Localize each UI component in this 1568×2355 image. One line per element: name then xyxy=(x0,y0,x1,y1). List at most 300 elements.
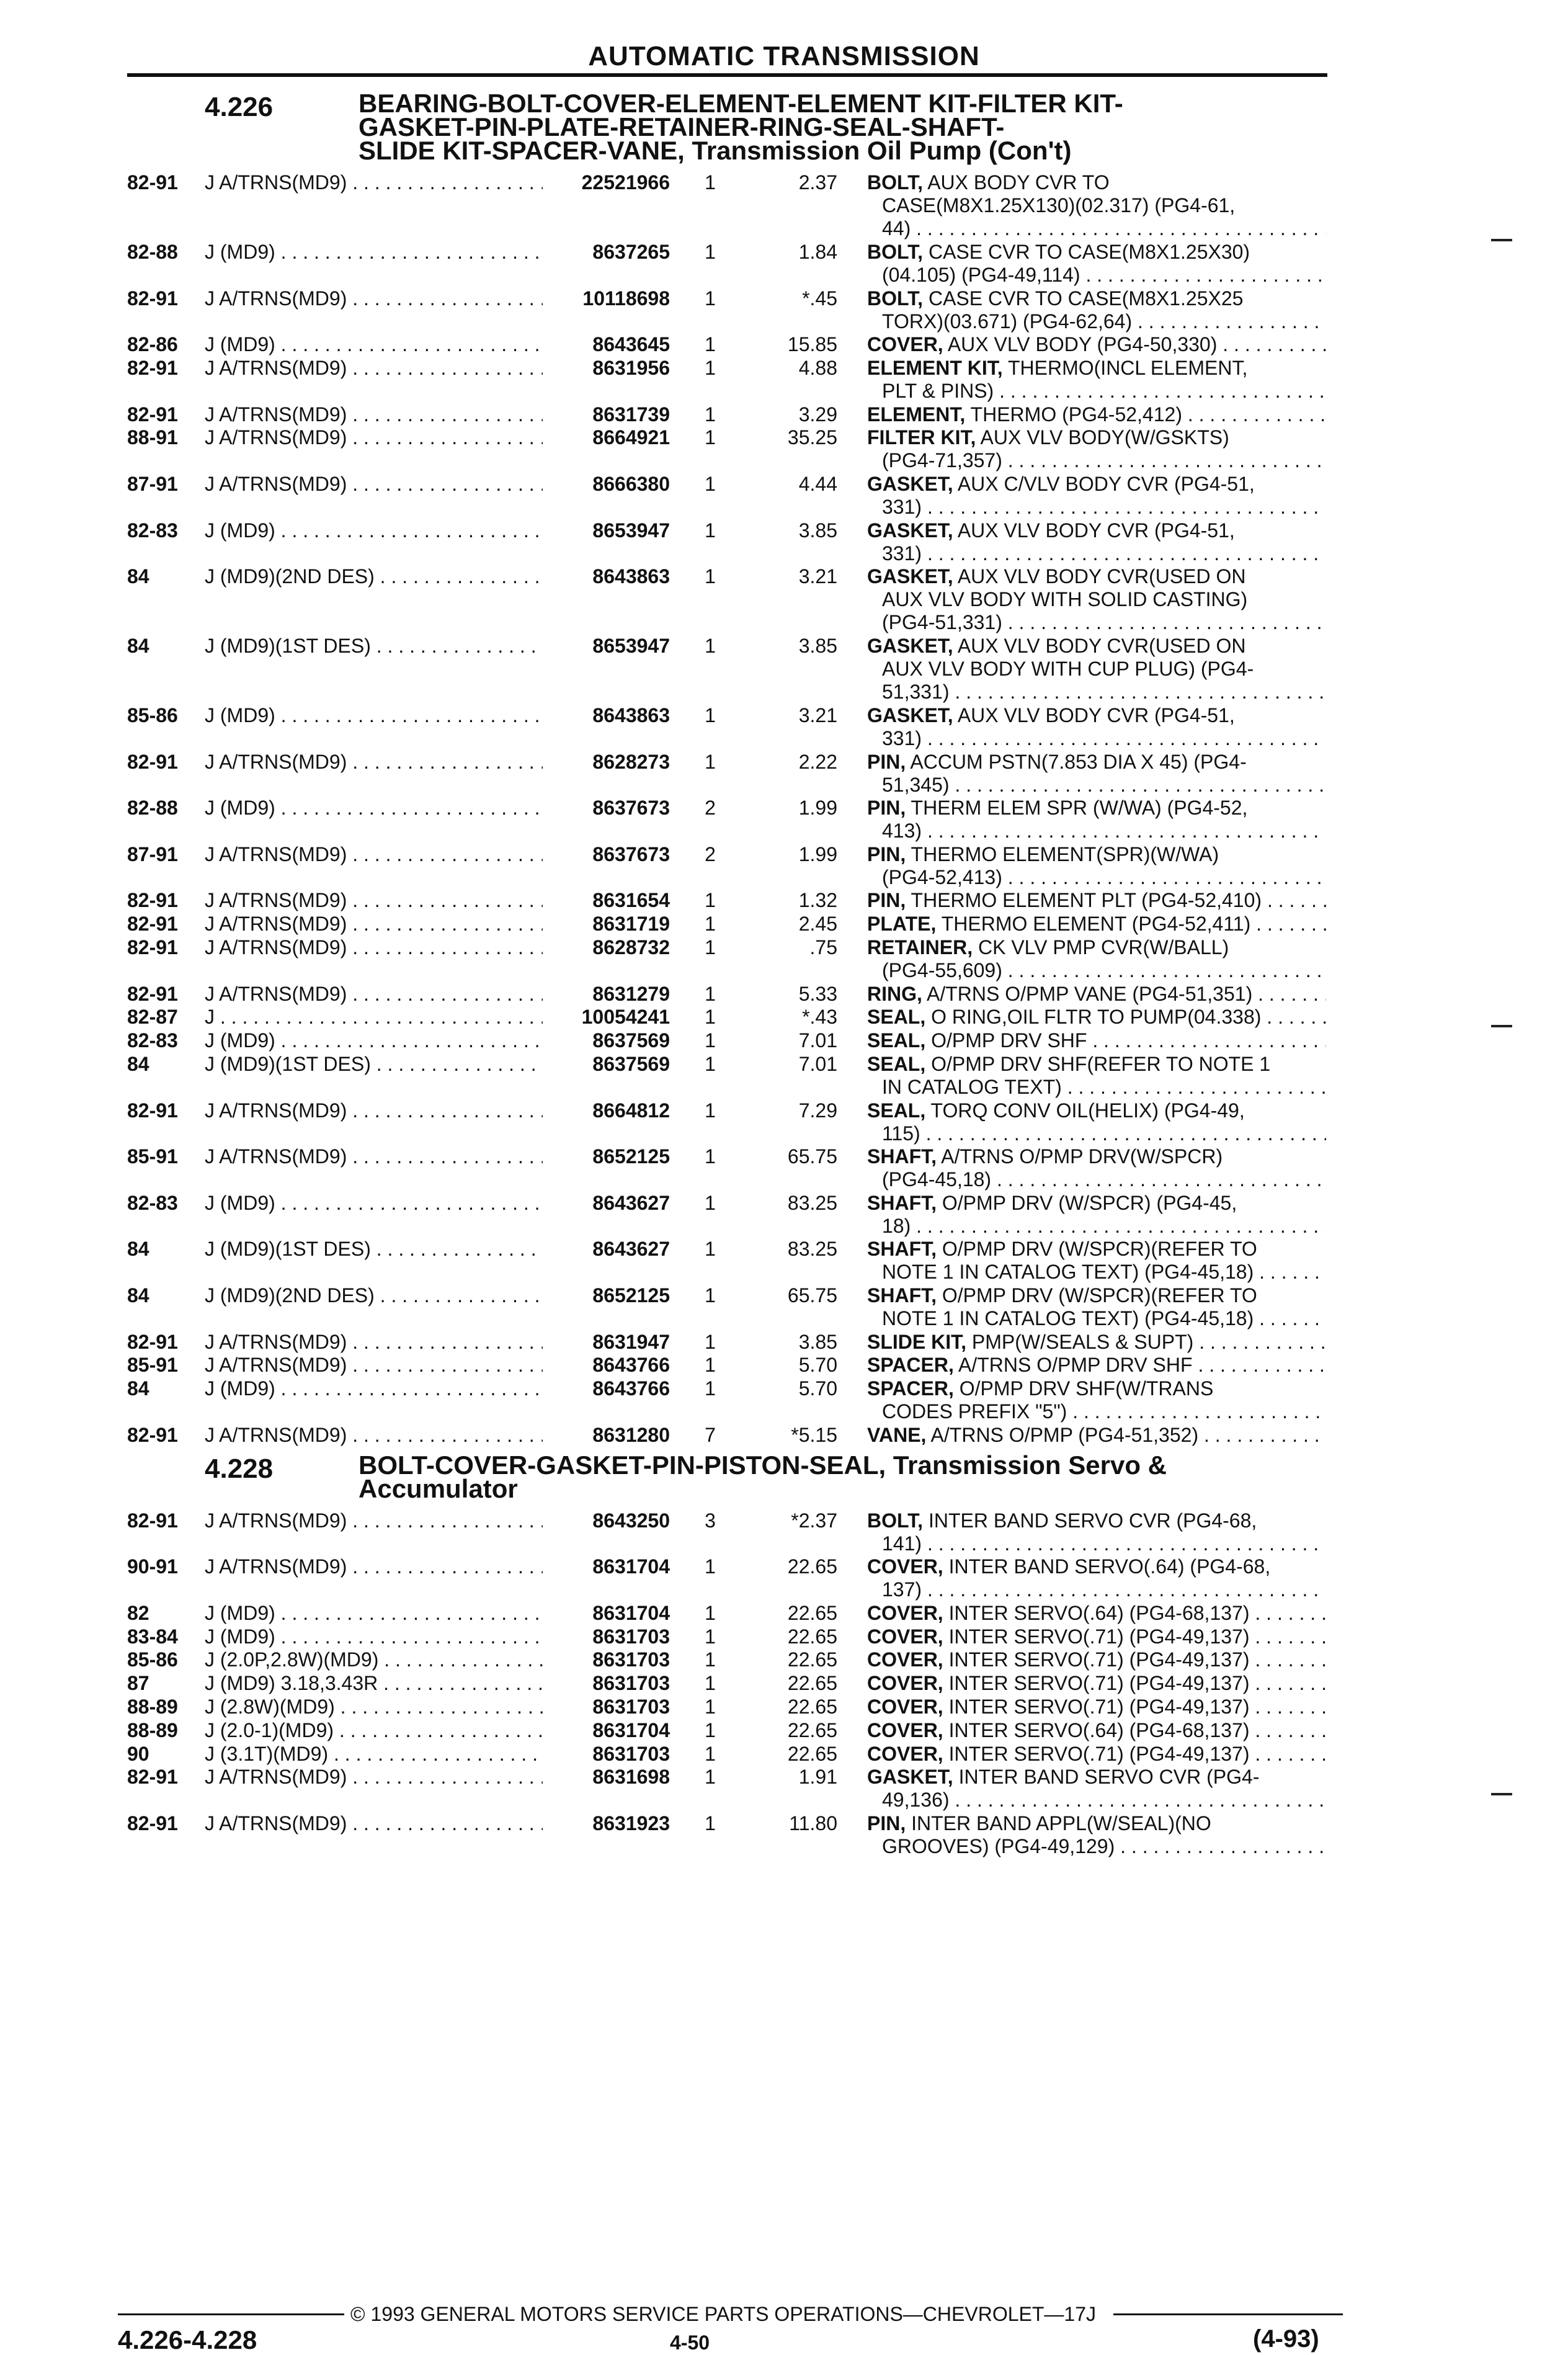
description-line xyxy=(867,496,1326,519)
model-application: J A/TRNS(MD9) . . . xyxy=(205,426,543,449)
description-text: 331) xyxy=(882,726,922,749)
quantity: 1 xyxy=(705,1099,716,1122)
description-line xyxy=(867,797,1326,820)
description-text: AUX VLV BODY(W/GSKTS) xyxy=(976,426,1229,449)
model-years: 85-91 xyxy=(127,1145,178,1168)
price: 7.01 xyxy=(798,1029,837,1052)
model-application: J A/TRNS(MD9) . . . xyxy=(205,936,543,959)
description-line xyxy=(867,1099,1326,1122)
description-line xyxy=(867,1377,1326,1400)
description-text: CODES PREFIX "5") xyxy=(882,1400,1067,1423)
quantity: 1 xyxy=(705,240,716,263)
model-application: J A/TRNS(MD9) . . . xyxy=(205,473,543,496)
description-text: 331) xyxy=(882,542,922,565)
description-line xyxy=(867,820,1326,842)
part-number: 8652125 xyxy=(592,1145,670,1168)
part-name: RING, xyxy=(867,982,922,1005)
model-years: 82-91 xyxy=(127,750,178,773)
description-text: O/PMP DRV (W/SPCR)(REFER TO xyxy=(937,1238,1257,1261)
part-name: BOLT, xyxy=(867,287,924,310)
model-years: 82-91 xyxy=(127,889,178,912)
description-line xyxy=(867,542,1326,565)
model-application: J . . . xyxy=(205,1006,543,1029)
part-description xyxy=(867,287,1326,333)
description-line xyxy=(867,310,1326,333)
price: 22.65 xyxy=(787,1625,837,1648)
description-text: NOTE 1 IN CATALOG TEXT) (PG4-45,18) xyxy=(882,1307,1254,1329)
model-years: 82-88 xyxy=(127,797,178,820)
part-name: SPACER, xyxy=(867,1354,954,1377)
description-line xyxy=(867,1006,1326,1029)
part-number: 8637673 xyxy=(592,797,670,820)
part-name: PIN, xyxy=(867,750,906,773)
part-name: PIN, xyxy=(867,842,906,865)
section-number: 4.226 xyxy=(205,92,274,122)
description-text: INTER SERVO(.71) (PG4-49,137) xyxy=(943,1695,1250,1718)
part-name: GASKET, xyxy=(867,565,953,588)
price: 65.75 xyxy=(787,1145,837,1168)
part-number: 8637673 xyxy=(592,842,670,865)
description-text: AUX VLV BODY CVR (PG4-51, xyxy=(953,704,1235,726)
part-description xyxy=(867,751,1326,797)
description-text: CASE CVR TO CASE(M8X1.25X25 xyxy=(923,287,1244,310)
price: 22.65 xyxy=(787,1672,837,1695)
part-description xyxy=(867,936,1326,982)
model-years: 87 xyxy=(127,1672,149,1695)
description-line xyxy=(867,473,1326,496)
model-application: J (MD9)(2ND DES) . . . xyxy=(205,565,543,588)
quantity: 1 xyxy=(705,889,716,912)
description-text: 331) xyxy=(882,495,922,518)
description-line xyxy=(867,1424,1326,1447)
footer-rule xyxy=(1113,2313,1343,2315)
description-text: CASE(M8X1.25X130)(02.317) (PG4-61, xyxy=(882,194,1236,217)
quantity: 7 xyxy=(705,1423,716,1446)
part-description xyxy=(867,1696,1326,1718)
description-text: O/PMP DRV SHF(W/TRANS xyxy=(953,1377,1214,1400)
part-description xyxy=(867,1509,1326,1555)
description-text: 413) xyxy=(882,820,922,842)
description-line xyxy=(867,1076,1326,1099)
model-years: 82-83 xyxy=(127,519,178,542)
model-years: 82-91 xyxy=(127,1509,178,1532)
description-text: IN CATALOG TEXT) xyxy=(882,1075,1062,1098)
price: 83.25 xyxy=(787,1191,837,1214)
model-years: 82-91 xyxy=(127,913,178,936)
model-years: 87-91 xyxy=(127,472,178,495)
description-text: O/PMP DRV SHF xyxy=(925,1029,1087,1052)
section-title-line: BOLT-COVER-GASKET-PIN-PISTON-SEAL, Transmission Servo & xyxy=(359,1450,1167,1480)
part-description xyxy=(867,1555,1326,1601)
price: 22.65 xyxy=(787,1601,837,1624)
part-description xyxy=(867,1602,1326,1625)
model-application: J A/TRNS(MD9) . . . xyxy=(205,357,543,380)
part-name: SHAFT, xyxy=(867,1284,937,1307)
part-name: BOLT, xyxy=(867,171,924,194)
part-description xyxy=(867,1648,1326,1671)
part-number: 8628732 xyxy=(592,936,670,959)
quantity: 2 xyxy=(705,842,716,865)
description-text: AUX VLV BODY WITH CUP PLUG) (PG4- xyxy=(882,658,1254,680)
description-text: ACCUM PSTN(7.853 DIA X 45) (PG4- xyxy=(906,750,1247,773)
model-application: J A/TRNS(MD9) . . . xyxy=(205,843,543,866)
quantity: 1 xyxy=(705,936,716,959)
model-years: 88-91 xyxy=(127,426,178,449)
model-years: 82-91 xyxy=(127,1330,178,1353)
model-years: 85-91 xyxy=(127,1354,178,1377)
quantity: 1 xyxy=(705,1672,716,1695)
description-line xyxy=(867,1261,1326,1284)
part-name: BOLT, xyxy=(867,1509,924,1532)
model-years: 82-83 xyxy=(127,1029,178,1052)
description-text: 51,345) xyxy=(882,773,950,796)
description-line xyxy=(867,1602,1326,1625)
part-description xyxy=(867,1354,1326,1377)
description-line xyxy=(867,380,1326,403)
description-text: PLT & PINS) xyxy=(882,379,994,402)
price: 3.21 xyxy=(798,704,837,726)
quantity: 1 xyxy=(705,1742,716,1765)
description-line xyxy=(867,1532,1326,1555)
description-text: CASE CVR TO CASE(M8X1.25X30) xyxy=(923,240,1250,263)
part-name: COVER, xyxy=(867,1648,943,1671)
price: 1.99 xyxy=(798,797,837,820)
model-years: 84 xyxy=(127,635,149,657)
part-name: COVER, xyxy=(867,1555,943,1578)
description-line xyxy=(867,1354,1326,1377)
description-text: (PG4-55,609) xyxy=(882,959,1002,981)
model-application: J A/TRNS(MD9) . . . xyxy=(205,403,543,426)
description-text: INTER SERVO(.71) (PG4-49,137) xyxy=(943,1625,1250,1648)
price: *5.15 xyxy=(791,1423,837,1446)
quantity: 1 xyxy=(705,1812,716,1834)
part-number: 8631279 xyxy=(592,982,670,1005)
part-number: 8631698 xyxy=(592,1766,670,1789)
description-line xyxy=(867,1812,1326,1835)
part-name: PIN, xyxy=(867,889,906,912)
part-description xyxy=(867,1377,1326,1423)
description-text: A/TRNS O/PMP DRV SHF xyxy=(953,1354,1193,1377)
price: 83.25 xyxy=(787,1238,837,1261)
model-application: J (MD9) . . . xyxy=(205,1625,543,1648)
description-line xyxy=(867,1766,1326,1789)
description-text: AUX VLV BODY WITH SOLID CASTING) xyxy=(882,588,1248,611)
description-text: 18) xyxy=(882,1214,911,1237)
description-text: 51,331) xyxy=(882,681,950,703)
model-application: J A/TRNS(MD9) . . . xyxy=(205,913,543,936)
part-description xyxy=(867,1053,1326,1099)
price: 3.29 xyxy=(798,403,837,426)
model-application: J A/TRNS(MD9) . . . xyxy=(205,1424,543,1447)
description-line xyxy=(867,1284,1326,1307)
part-number: 8631654 xyxy=(592,889,670,912)
description-line xyxy=(867,241,1326,264)
part-number: 8643863 xyxy=(592,565,670,588)
part-name: RETAINER, xyxy=(867,936,973,959)
description-text: TORQ CONV OIL(HELIX) (PG4-49, xyxy=(925,1099,1245,1122)
quantity: 1 xyxy=(705,750,716,773)
description-line xyxy=(867,1509,1326,1532)
quantity: 1 xyxy=(705,1006,716,1029)
description-line xyxy=(867,1743,1326,1766)
description-text: CK VLV PMP CVR(W/BALL) xyxy=(973,936,1229,959)
quantity: 1 xyxy=(705,1555,716,1578)
description-text: THERMO ELEMENT(SPR)(W/WA) xyxy=(906,842,1219,865)
part-name: PLATE, xyxy=(867,913,937,936)
description-line xyxy=(867,1168,1326,1191)
description-line xyxy=(867,1578,1326,1601)
model-application: J A/TRNS(MD9) . . . xyxy=(205,171,543,194)
description-line xyxy=(867,913,1326,936)
description-text: THERMO ELEMENT PLT (PG4-52,410) xyxy=(906,889,1262,912)
part-number: 8631704 xyxy=(592,1601,670,1624)
part-number: 8643627 xyxy=(592,1238,670,1261)
price: 1.91 xyxy=(798,1766,837,1789)
part-name: COVER, xyxy=(867,333,943,356)
model-years: 88-89 xyxy=(127,1695,178,1718)
part-number: 8643863 xyxy=(592,704,670,726)
description-line xyxy=(867,519,1326,542)
model-years: 82-91 xyxy=(127,1099,178,1122)
part-number: 8664921 xyxy=(592,426,670,449)
model-years: 85-86 xyxy=(127,1648,178,1671)
description-text: 115) xyxy=(882,1122,920,1145)
model-application: J A/TRNS(MD9) . . . xyxy=(205,889,543,912)
part-description xyxy=(867,797,1326,842)
model-years: 82 xyxy=(127,1601,149,1624)
price: 22.65 xyxy=(787,1695,837,1718)
part-description xyxy=(867,1238,1326,1284)
description-text: O RING,OIL FLTR TO PUMP(04.338) xyxy=(925,1006,1262,1029)
description-line xyxy=(867,889,1326,912)
quantity: 1 xyxy=(705,1191,716,1214)
model-application: J A/TRNS(MD9) . . . xyxy=(205,1145,543,1168)
part-number: 8637265 xyxy=(592,240,670,263)
part-description xyxy=(867,1284,1326,1330)
price: 2.45 xyxy=(798,913,837,936)
part-name: ELEMENT, xyxy=(867,403,966,426)
model-years: 82-91 xyxy=(127,403,178,426)
description-text: INTER BAND SERVO CVR (PG4- xyxy=(953,1766,1260,1789)
part-name: GASKET, xyxy=(867,1766,953,1789)
part-description xyxy=(867,635,1326,704)
quantity: 1 xyxy=(705,519,716,542)
model-application: J A/TRNS(MD9) . . . xyxy=(205,1099,543,1122)
description-text: O/PMP DRV SHF(REFER TO NOTE 1 xyxy=(925,1052,1271,1075)
price: 15.85 xyxy=(787,333,837,356)
description-line xyxy=(867,1145,1326,1168)
footer-section-range: 4.226-4.228 xyxy=(118,2325,257,2354)
model-years: 82-91 xyxy=(127,1766,178,1789)
part-number: 8631703 xyxy=(592,1695,670,1718)
description-line xyxy=(867,611,1326,634)
description-line xyxy=(867,194,1326,217)
part-number: 8631704 xyxy=(592,1718,670,1741)
model-application: J (MD9) . . . xyxy=(205,1192,543,1215)
part-name: SHAFT, xyxy=(867,1191,937,1214)
model-application: J (MD9) . . . xyxy=(205,519,543,542)
part-name: SEAL, xyxy=(867,1006,926,1029)
price: 3.85 xyxy=(798,1330,837,1353)
model-application: J A/TRNS(MD9) . . . xyxy=(205,1509,543,1532)
part-description xyxy=(867,1331,1326,1354)
price: 65.75 xyxy=(787,1284,837,1307)
quantity: 1 xyxy=(705,403,716,426)
price: 22.65 xyxy=(787,1742,837,1765)
part-description xyxy=(867,241,1326,287)
description-line xyxy=(867,635,1326,658)
price: 5.33 xyxy=(798,982,837,1005)
part-number: 8666380 xyxy=(592,472,670,495)
quantity: 3 xyxy=(705,1509,716,1532)
description-text: INTER SERVO(.71) (PG4-49,137) xyxy=(943,1672,1250,1695)
description-line xyxy=(867,1029,1326,1052)
description-line xyxy=(867,983,1326,1006)
model-application: J (MD9)(2ND DES) . . . xyxy=(205,1284,543,1307)
description-text: AUX BODY CVR TO xyxy=(923,171,1110,194)
description-line xyxy=(867,1331,1326,1354)
part-name: SHAFT, xyxy=(867,1238,937,1261)
model-application: J A/TRNS(MD9) . . . xyxy=(205,751,543,774)
description-text: (PG4-71,357) xyxy=(882,449,1002,472)
part-description xyxy=(867,403,1326,426)
section-title-line: GASKET-PIN-PLATE-RETAINER-RING-SEAL-SHAFT- xyxy=(359,112,1005,141)
price: *.45 xyxy=(802,287,837,310)
part-number: 8653947 xyxy=(592,635,670,657)
description-text: INTER BAND SERVO CVR (PG4-68, xyxy=(923,1509,1257,1532)
model-application: J (MD9)(1ST DES) . . . xyxy=(205,635,543,658)
description-line xyxy=(867,658,1326,681)
model-application: J (MD9) . . . xyxy=(205,333,543,356)
description-text: (04.105) (PG4-49,114) xyxy=(882,263,1080,286)
part-description xyxy=(867,1099,1326,1145)
part-description xyxy=(867,333,1326,356)
part-description xyxy=(867,171,1326,240)
description-text: INTER SERVO(.71) (PG4-49,137) xyxy=(943,1742,1250,1765)
description-line xyxy=(867,704,1326,727)
description-line xyxy=(867,1696,1326,1718)
model-application: J (2.0P,2.8W)(MD9) . . . xyxy=(205,1648,543,1671)
margin-mark xyxy=(1491,1025,1512,1027)
part-number: 8643766 xyxy=(592,1377,670,1400)
description-line xyxy=(867,449,1326,472)
quantity: 1 xyxy=(705,356,716,379)
quantity: 1 xyxy=(705,1718,716,1741)
footer-copyright: © 1993 GENERAL MOTORS SERVICE PARTS OPERATIONS—CHEVROLET—17J xyxy=(350,2303,1096,2325)
part-number: 8643645 xyxy=(592,333,670,356)
model-application: J A/TRNS(MD9) . . . xyxy=(205,1555,543,1578)
part-number: 8631280 xyxy=(592,1423,670,1446)
part-name: SEAL, xyxy=(867,1099,926,1122)
part-number: 8631947 xyxy=(592,1330,670,1353)
part-number: 8631703 xyxy=(592,1672,670,1695)
part-name: COVER, xyxy=(867,1672,943,1695)
model-years: 82-91 xyxy=(127,982,178,1005)
model-application: J (MD9) . . . xyxy=(205,1377,543,1400)
description-line xyxy=(867,1719,1326,1742)
description-text: TORX)(03.671) (PG4-62,64) xyxy=(882,310,1133,333)
price: 3.85 xyxy=(798,519,837,542)
description-line xyxy=(867,843,1326,866)
section-number: 4.228 xyxy=(205,1453,274,1484)
model-years: 84 xyxy=(127,1238,149,1261)
price: 7.29 xyxy=(798,1099,837,1122)
model-application: J A/TRNS(MD9) . . . xyxy=(205,1812,543,1835)
description-text: INTER BAND SERVO(.64) (PG4-68, xyxy=(943,1555,1271,1578)
description-text: AUX VLV BODY CVR(USED ON xyxy=(953,565,1246,588)
description-text: NOTE 1 IN CATALOG TEXT) (PG4-45,18) xyxy=(882,1261,1254,1284)
description-text: AUX VLV BODY (PG4-50,330) xyxy=(943,333,1218,356)
quantity: 1 xyxy=(705,1029,716,1052)
price: 2.22 xyxy=(798,750,837,773)
part-number: 8631703 xyxy=(592,1648,670,1671)
model-years: 90-91 xyxy=(127,1555,178,1578)
price: 2.37 xyxy=(798,171,837,194)
description-line xyxy=(867,1625,1326,1648)
model-application: J (3.1T)(MD9) . . . xyxy=(205,1743,543,1766)
quantity: 1 xyxy=(705,1354,716,1377)
price: 22.65 xyxy=(787,1718,837,1741)
description-text: GROOVES) (PG4-49,129) xyxy=(882,1834,1115,1857)
description-text: AUX VLV BODY CVR(USED ON xyxy=(953,635,1246,657)
part-number: 8653947 xyxy=(592,519,670,542)
description-line xyxy=(867,866,1326,889)
part-name: COVER, xyxy=(867,1625,943,1648)
part-description xyxy=(867,1029,1326,1052)
model-application: J (2.8W)(MD9) . . . xyxy=(205,1696,543,1718)
part-number: 8643627 xyxy=(592,1191,670,1214)
description-text: THERMO ELEMENT (PG4-52,411) xyxy=(936,913,1251,936)
model-application: J A/TRNS(MD9) . . . xyxy=(205,983,543,1006)
quantity: 1 xyxy=(705,1330,716,1353)
description-line xyxy=(867,1555,1326,1578)
description-line xyxy=(867,727,1326,750)
part-name: COVER, xyxy=(867,1718,943,1741)
description-text: O/PMP DRV (W/SPCR)(REFER TO xyxy=(937,1284,1257,1307)
quantity: 1 xyxy=(705,1695,716,1718)
part-description xyxy=(867,1424,1326,1447)
description-line xyxy=(867,357,1326,380)
section-title-line: BEARING-BOLT-COVER-ELEMENT-ELEMENT KIT-FILTER KIT- xyxy=(359,89,1123,118)
part-name: VANE, xyxy=(867,1423,927,1446)
description-line xyxy=(867,1238,1326,1261)
part-description xyxy=(867,1672,1326,1695)
price: 11.80 xyxy=(789,1812,837,1834)
description-line xyxy=(867,959,1326,982)
description-line xyxy=(867,1835,1326,1858)
quantity: 1 xyxy=(705,1238,716,1261)
price: 1.84 xyxy=(798,240,837,263)
part-name: ELEMENT KIT, xyxy=(867,356,1003,379)
footer-rule xyxy=(118,2313,344,2315)
part-description xyxy=(867,1145,1326,1191)
description-text: AUX C/VLV BODY CVR (PG4-51, xyxy=(953,472,1255,495)
description-text: 49,136) xyxy=(882,1789,950,1812)
description-text: 141) xyxy=(882,1532,922,1555)
description-line xyxy=(867,403,1326,426)
part-name: PIN, xyxy=(867,797,906,820)
description-line xyxy=(867,287,1326,310)
description-text: INTER SERVO(.71) (PG4-49,137) xyxy=(943,1648,1250,1671)
description-text: THERMO (PG4-52,412) xyxy=(965,403,1182,426)
part-name: COVER, xyxy=(867,1742,943,1765)
description-text: O/PMP DRV (W/SPCR) (PG4-45, xyxy=(937,1191,1237,1214)
quantity: 1 xyxy=(705,1601,716,1624)
description-text: INTER SERVO(.64) (PG4-68,137) xyxy=(943,1718,1250,1741)
price: 35.25 xyxy=(787,426,837,449)
part-description xyxy=(867,1625,1326,1648)
quantity: 1 xyxy=(705,565,716,588)
